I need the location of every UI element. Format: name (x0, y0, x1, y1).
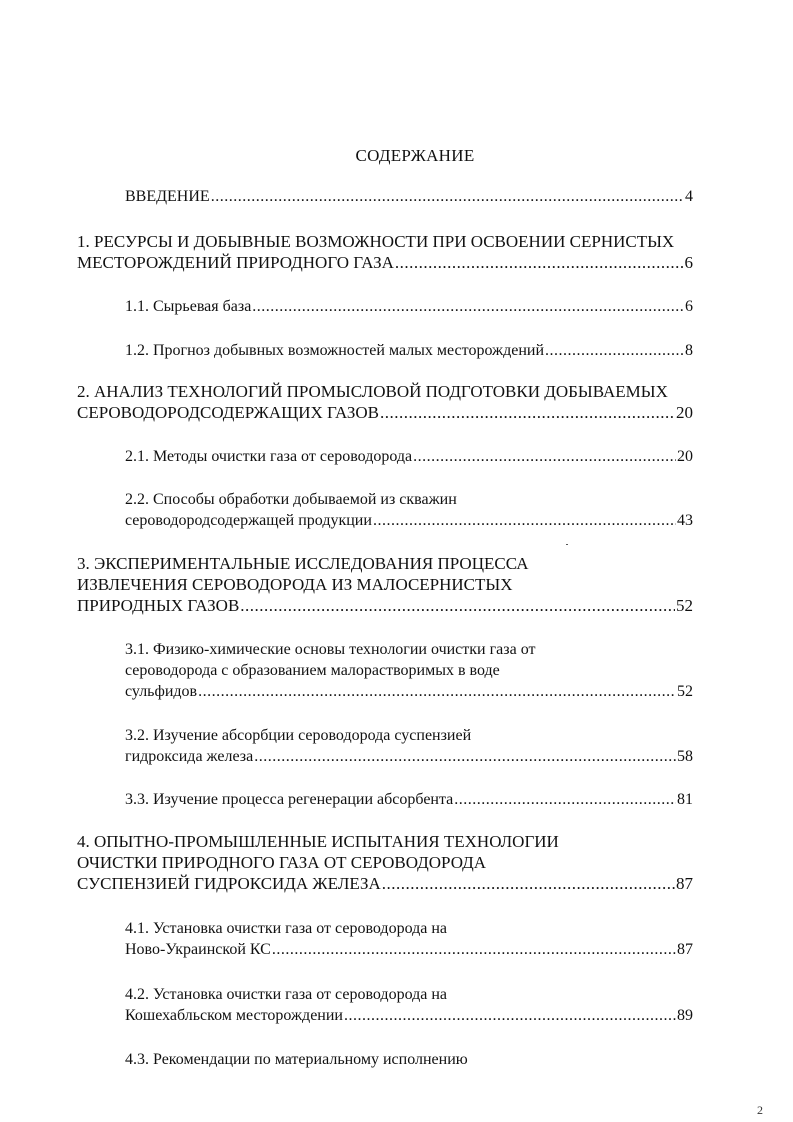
toc-page-number: 6 (684, 253, 693, 272)
dot-leader (240, 595, 675, 616)
toc-entry-text: ВВЕДЕНИЕ (125, 188, 210, 205)
toc-page-number: 6 (685, 298, 693, 315)
toc-entry-line: 4. ОПЫТНО-ПРОМЫШЛЕННЫЕ ИСПЫТАНИЯ ТЕХНОЛОГИИ (77, 832, 559, 851)
toc-entry-text: 1.2. Прогноз добывных возможностей малых месторождений (125, 342, 545, 359)
toc-entry-section-3-1[interactable] (125, 639, 693, 702)
toc-page-number: 20 (676, 403, 693, 422)
dot-leader (373, 510, 676, 531)
toc-entry-line: 2. АНАЛИЗ ТЕХНОЛОГИЙ ПРОМЫСЛОВОЙ ПОДГОТОВКИ ДОБЫВАЕМЫХ (77, 382, 668, 401)
toc-entry-line: ОЧИСТКИ ПРИРОДНОГО ГАЗА ОТ СЕРОВОДОРОДА (77, 853, 487, 872)
toc-entry-section-4-1[interactable] (125, 918, 693, 960)
toc-entry-text: СЕРОВОДОРОДСОДЕРЖАЩИХ ГАЗОВ (77, 403, 380, 422)
toc-page-number: 87 (677, 941, 693, 958)
toc-entry-text: сероводородсодержащей продукции (125, 512, 372, 529)
toc-entry-line: 3. ЭКСПЕРИМЕНТАЛЬНЫЕ ИССЛЕДОВАНИЯ ПРОЦЕССА (77, 554, 529, 573)
toc-page-number: 4 (685, 188, 693, 205)
toc-page-number: 87 (676, 874, 693, 893)
toc-entry-text: Ново-Украинской КС (125, 941, 271, 958)
dot-leader (344, 1005, 676, 1026)
toc-page-number: 43 (677, 512, 693, 529)
toc-entry-chapter-2[interactable] (77, 381, 693, 423)
toc-entry-text: 3.3. Изучение процесса регенерации абсорбента (125, 791, 454, 808)
toc-entry-line: 4.3. Рекомендации по материальному исполнению (125, 1051, 468, 1068)
toc-entry-chapter-1[interactable] (77, 231, 693, 273)
toc-entry-line: ИЗВЛЕЧЕНИЯ СЕРОВОДОРОДА ИЗ МАЛОСЕРНИСТЫХ (77, 575, 513, 594)
toc-page-number: 58 (677, 748, 693, 765)
toc-entry-text: гидроксида железа (125, 748, 254, 765)
toc-page-number: 52 (677, 683, 693, 700)
toc-entry-line: 3.2. Изучение абсорбции сероводорода суспензией (125, 727, 472, 744)
dot-leader (211, 186, 684, 207)
dot-leader (454, 789, 676, 810)
toc-entry-section-3-3[interactable] (125, 789, 693, 810)
dot-leader (382, 873, 675, 894)
toc-entry-line: 4.1. Установка очистки газа от сероводорода на (125, 920, 448, 937)
toc-entry-section-2-2[interactable] (125, 489, 693, 531)
toc-entry-text: Кошехабльском месторождении (125, 1007, 343, 1024)
page-title: СОДЕРЖАНИЕ (355, 146, 475, 165)
toc-entry-chapter-4[interactable] (77, 831, 693, 894)
dot-leader (395, 252, 684, 273)
toc-entry-introduction[interactable] (125, 186, 693, 207)
toc-page-number: 89 (677, 1007, 693, 1024)
toc-entry-text: ПРИРОДНЫХ ГАЗОВ (77, 596, 240, 615)
dot-leader (252, 296, 684, 317)
dot-leader (380, 402, 675, 423)
toc-page-number: 52 (676, 596, 693, 615)
dot-leader (545, 340, 684, 361)
dot-leader (198, 681, 676, 702)
toc-entry-text: сульфидов (125, 683, 198, 700)
page-number: 2 (757, 1103, 763, 1117)
toc-entry-line: 2.2. Способы обработки добываемой из скважин (125, 491, 457, 508)
toc-entry-chapter-3[interactable] (77, 553, 693, 616)
toc-entry-line: сероводорода с образованием малорастворимых в воде (125, 662, 500, 679)
toc-entry-text: 2.1. Методы очистки газа от сероводорода (125, 448, 413, 465)
toc-entry-section-2-1[interactable] (125, 446, 693, 467)
toc-entry-section-1-2[interactable] (125, 340, 693, 361)
toc-entry-section-4-3[interactable] (125, 1049, 693, 1070)
toc-entry-text: 1.1. Сырьевая база (125, 298, 252, 315)
toc-page-number: 20 (677, 448, 693, 465)
toc-entry-line: 4.2. Установка очистки газа от сероводорода на (125, 986, 448, 1003)
dot-leader (413, 446, 676, 467)
toc-entry-line: 1. РЕСУРСЫ И ДОБЫВНЫЕ ВОЗМОЖНОСТИ ПРИ ОСВОЕНИИ СЕРНИСТЫХ (77, 232, 675, 251)
toc-page-number: 8 (685, 342, 693, 359)
toc-entry-line: 3.1. Физико-химические основы технологии очистки газа от (125, 641, 536, 658)
scan-speck (566, 544, 568, 545)
toc-page-number: 81 (677, 791, 693, 808)
toc-entry-section-3-2[interactable] (125, 725, 693, 767)
dot-leader (272, 939, 676, 960)
toc-entry-text: СУСПЕНЗИЕЙ ГИДРОКСИДА ЖЕЛЕЗА (77, 874, 381, 893)
toc-entry-section-4-2[interactable] (125, 984, 693, 1026)
toc-entry-text: МЕСТОРОЖДЕНИЙ ПРИРОДНОГО ГАЗА (77, 253, 394, 272)
toc-entry-section-1-1[interactable] (125, 296, 693, 317)
dot-leader (254, 746, 676, 767)
